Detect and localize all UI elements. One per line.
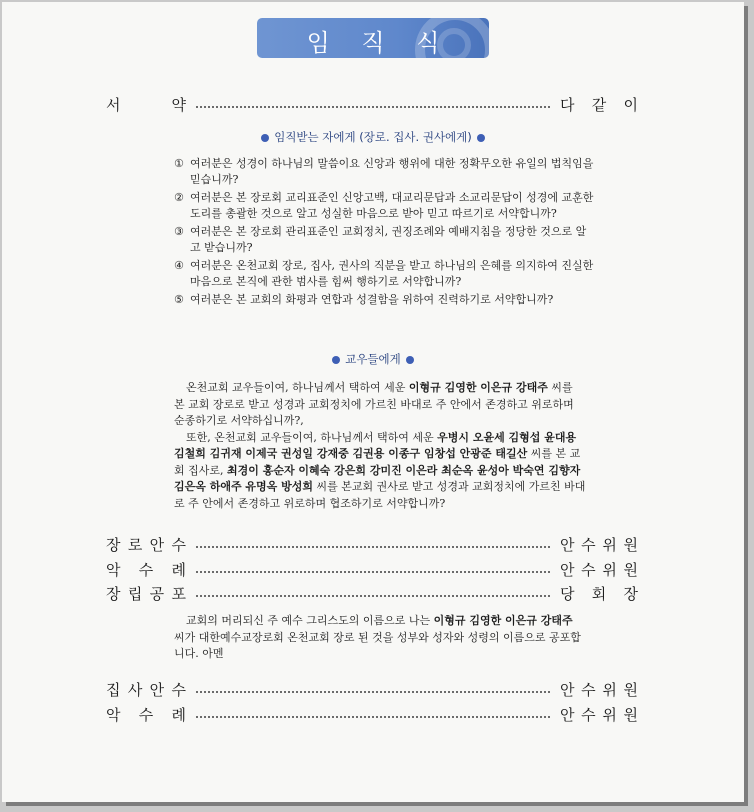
- label-char: 약: [171, 95, 186, 114]
- dotted-leader: [196, 546, 550, 548]
- row-label: 집 사 안 수: [106, 680, 186, 699]
- bullet-icon: [477, 134, 485, 142]
- item-text: 여러분은 온천교회 장로, 집사, 권사의 직분을 받고 하나님의 은혜를 의지하여 진실한 마음으로 본직에 관한 범사를 힘써 행하기로 서약합니까?: [190, 259, 594, 288]
- handshake-row-2: [106, 703, 638, 725]
- proclamation-row: [106, 582, 638, 604]
- dotted-leader: [196, 571, 550, 573]
- list-item: [174, 224, 594, 256]
- item-text: 여러분은 본 장로회 교리표준인 신앙고백, 대교리문답과 소교리문답이 성경에 교훈한 도리를 총괄한 것으로 알고 성실한 마음으로 받아 믿고 따르기로 서약합니까?: [190, 191, 594, 220]
- elder-ordination-row: [106, 533, 638, 555]
- row-right: [560, 94, 638, 115]
- item-number: ①: [174, 157, 184, 170]
- row-label: 장 로 안 수: [106, 535, 186, 554]
- section-heading-text: 임직받는 자에게 (장로. 집사. 권사에게): [274, 130, 472, 144]
- elder-names: 이형규 김영한 이은규 강태주: [408, 381, 548, 394]
- item-number: ②: [174, 191, 184, 204]
- row-label: 장 립 공 포: [106, 584, 186, 603]
- paragraph-proclamation: 교회의 머리되신 주 예수 그리스도의 이름으로 나는 이형규 김영한 이은규 강태주 씨가 대한예수교장로회 온천교회 장로 된 것을 성부와 성자와 성령의 이름으로 공포합니다. 아멘: [174, 614, 581, 660]
- item-text: 여러분은 본 교회의 화평과 연합과 성결함을 위하여 진력하기로 서약합니까?: [190, 293, 554, 306]
- row-right: 당 회 장: [560, 584, 638, 603]
- page-title: 임 직 식: [306, 29, 452, 57]
- section-heading-congregation: [2, 351, 744, 367]
- row-right: 안 수 위 원: [560, 705, 638, 724]
- item-number: ③: [174, 225, 184, 238]
- bullet-icon: [406, 356, 414, 364]
- item-text: 여러분은 성경이 하나님의 말씀이요 신앙과 행위에 대한 정확무오한 유일의 법칙임을 믿습니까?: [190, 157, 594, 186]
- program-page: [2, 2, 744, 802]
- vow-list: [174, 156, 594, 310]
- item-number: ⑤: [174, 293, 184, 306]
- row-right: 안 수 위 원: [560, 535, 638, 554]
- item-number: ④: [174, 259, 184, 272]
- deacon-names: 우병시 오윤세 김형섭 윤대용 김철희 김귀재 이제국 권성일 강재중 김권용 이종구 임창섭 안광준 태길산: [174, 430, 577, 460]
- congregation-vows: [174, 380, 586, 512]
- label-char: 서: [106, 95, 121, 114]
- row-label: [106, 94, 186, 115]
- bullet-icon: [261, 134, 269, 142]
- deaconess-names: 최경이 홍순자 이혜숙 강은희 강미진 이은라 최순옥 윤성아 박숙연 김향자 김은옥 하애주 유명옥 방성희: [174, 463, 581, 493]
- right-char: 다: [560, 95, 575, 114]
- row-right: 안 수 위 원: [560, 560, 638, 579]
- dotted-leader: [196, 106, 550, 108]
- bullet-icon: [332, 356, 340, 364]
- item-text: 여러분은 본 장로회 관리표준인 교회정치, 권징조례와 예배지침을 정당한 것으로 알고 받습니까?: [190, 225, 587, 254]
- row-label: 악 수 례: [106, 705, 186, 724]
- section-heading-text: 교우들에게: [345, 352, 401, 366]
- handshake-row: [106, 558, 638, 580]
- row-label: 악 수 례: [106, 560, 186, 579]
- dotted-leader: [196, 595, 550, 597]
- title-banner: [257, 18, 489, 58]
- paragraph-deacons: 또한, 온천교회 교우들이여, 하나님께서 택하여 세운 우병시 오윤세 김형섭 윤대용 김철희 김귀재 이제국 권성일 강재중 김권용 이종구 임창섭 안광준 태길산 씨를 본 교회 집사로, 최경이 홍순자 이혜숙 강은희 강미진 이은라 최순옥 윤성아 박숙연 김향자 김은옥 하애주 유명옥 방성희 씨를 본교회 권사로 받고 성경과 교회정치에 가르친 바대로 주 안에서 존경하고 위로하며 협조하기로 서약합니까?: [174, 430, 586, 510]
- right-char: 같: [591, 95, 607, 114]
- list-item: [174, 156, 594, 188]
- list-item: [174, 292, 594, 308]
- list-item: [174, 258, 594, 290]
- row-right: 안 수 위 원: [560, 680, 638, 699]
- elder-names: 이형규 김영한 이은규 강태주: [433, 614, 573, 627]
- deacon-ordination-row: [106, 678, 638, 700]
- section-heading-ordinands: [2, 129, 744, 145]
- dotted-leader: [196, 691, 550, 693]
- proclamation-text: [174, 613, 586, 663]
- dotted-leader: [196, 716, 550, 718]
- oath-row: [106, 93, 638, 115]
- list-item: [174, 190, 594, 222]
- right-char: 이: [623, 95, 638, 114]
- paragraph-elders: 온천교회 교우들이여, 하나님께서 택하여 세운 이형규 김영한 이은규 강태주 씨를 본 교회 장로로 받고 성경과 교회정치에 가르친 바대로 주 안에서 존경하고 위로하며 순종하기로 서약하십니까?,: [174, 381, 574, 427]
